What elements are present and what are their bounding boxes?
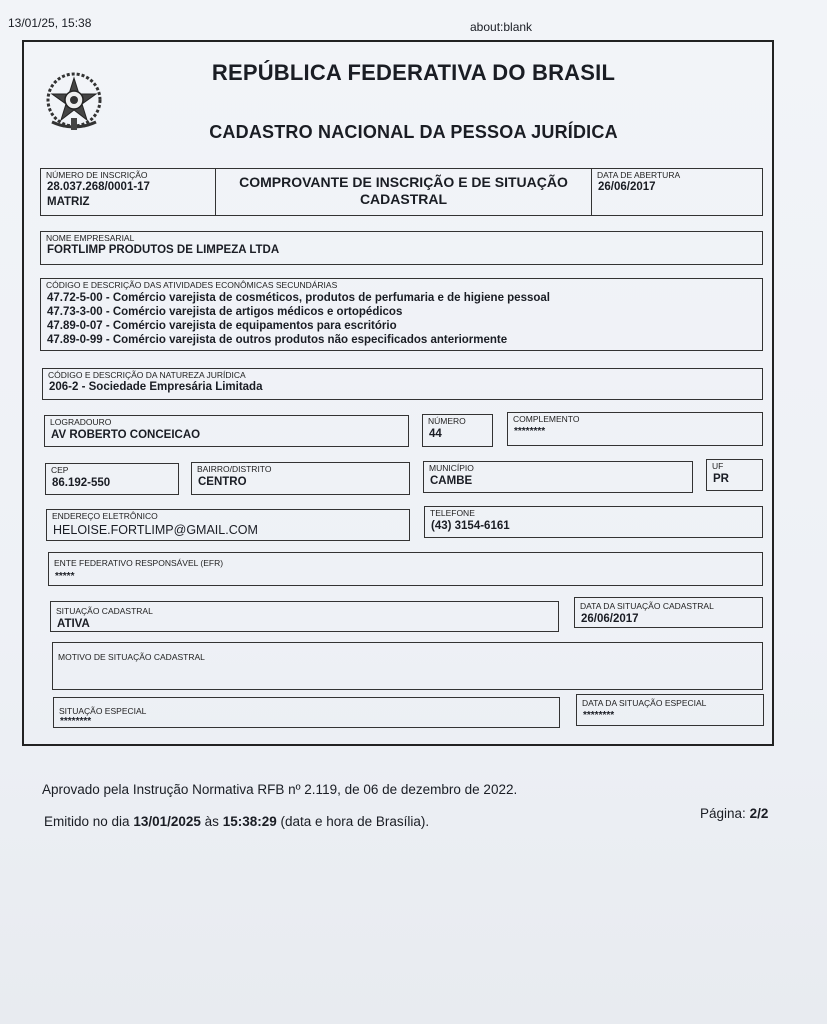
email-label: ENDEREÇO ELETRÔNICO <box>52 511 158 521</box>
complemento-value: ******** <box>514 426 546 437</box>
page-label: Página: <box>700 806 746 821</box>
inscricao-type: MATRIZ <box>47 196 90 208</box>
uf-box <box>706 459 763 491</box>
situacao-especial-box <box>53 697 560 728</box>
atividade-item: 47.72-5-00 - Comércio varejista de cosméticos, produtos de perfumaria e de higiene pessoal <box>47 292 550 304</box>
nome-value: FORTLIMP PRODUTOS DE LIMPEZA LTDA <box>47 244 280 256</box>
efr-box <box>48 552 763 586</box>
natureza-label: CÓDIGO E DESCRIÇÃO DA NATUREZA JURÍDICA <box>48 370 246 380</box>
situacao-especial-label: SITUAÇÃO ESPECIAL <box>59 706 147 716</box>
efr-label: ENTE FEDERATIVO RESPONSÁVEL (EFR) <box>54 558 224 568</box>
inscricao-label: NÚMERO DE INSCRIÇÃO <box>46 170 148 180</box>
situacao-box <box>50 601 559 632</box>
natureza-box <box>42 368 763 400</box>
inscricao-box <box>40 168 216 216</box>
data-situacao-label: DATA DA SITUAÇÃO CADASTRAL <box>580 601 714 611</box>
issued-suffix: (data e hora de Brasília). <box>280 814 430 829</box>
print-timestamp: 13/01/25, 15:38 <box>8 16 92 30</box>
data-situacao-box <box>574 597 763 628</box>
logradouro-label: LOGRADOURO <box>50 417 112 427</box>
atividade-item: 47.89-0-07 - Comércio varejista de equipamentos para escritório <box>47 320 397 332</box>
situacao-label: SITUAÇÃO CADASTRAL <box>56 606 153 616</box>
print-url: about:blank <box>470 20 533 34</box>
logradouro-box <box>44 415 409 447</box>
bairro-box <box>191 462 410 495</box>
email-value: HELOISE.FORTLIMP@GMAIL.COM <box>53 523 258 537</box>
telefone-label: TELEFONE <box>430 508 475 518</box>
numero-box <box>422 414 493 447</box>
atividades-box <box>40 278 763 351</box>
municipio-label: MUNICÍPIO <box>429 463 474 473</box>
abertura-label: DATA DE ABERTURA <box>597 170 681 180</box>
inscricao-number: 28.037.268/0001-17 <box>47 181 150 193</box>
uf-value: PR <box>713 473 729 485</box>
bairro-label: BAIRRO/DISTRITO <box>197 464 272 474</box>
approval-note: Aprovado pela Instrução Normativa RFB nº 2.119, de 06 de dezembro de 2022. <box>42 782 518 797</box>
complemento-label: COMPLEMENTO <box>513 414 580 424</box>
issued-date: 13/01/2025 <box>133 814 201 829</box>
registry-title: CADASTRO NACIONAL DA PESSOA JURÍDICA <box>209 122 618 142</box>
situacao-especial-value: ******** <box>60 716 92 727</box>
nome-label: NOME EMPRESARIAL <box>46 233 135 243</box>
document-title-line1: COMPROVANTE DE INSCRIÇÃO E DE SITUAÇÃO <box>239 174 568 190</box>
municipio-value: CAMBE <box>430 475 473 487</box>
cep-label: CEP <box>51 465 69 475</box>
atividade-item: 47.73-3-00 - Comércio varejista de artigos médicos e ortopédicos <box>47 306 403 318</box>
natureza-value: 206-2 - Sociedade Empresária Limitada <box>49 381 263 393</box>
municipio-box <box>423 461 693 493</box>
data-situacao-especial-value: ******** <box>583 710 615 721</box>
country-title: REPÚBLICA FEDERATIVA DO BRASIL <box>211 60 616 85</box>
page-value: 2/2 <box>749 806 769 821</box>
telefone-value: (43) 3154-6161 <box>431 520 510 532</box>
abertura-box <box>591 168 763 216</box>
cep-value: 86.192-550 <box>52 477 111 489</box>
nome-box <box>40 231 763 265</box>
motivo-label: MOTIVO DE SITUAÇÃO CADASTRAL <box>58 652 205 662</box>
numero-label: NÚMERO <box>428 416 466 426</box>
data-situacao-value: 26/06/2017 <box>581 613 639 625</box>
issued-note <box>44 814 429 829</box>
data-situacao-especial-box <box>576 694 764 726</box>
document-title-line2: CADASTRAL <box>359 191 448 207</box>
issued-prefix: Emitido no dia <box>44 814 130 829</box>
uf-label: UF <box>712 461 724 471</box>
document-title-box <box>215 168 592 216</box>
page-number <box>700 806 768 821</box>
issued-mid: às <box>204 814 219 829</box>
situacao-value: ATIVA <box>57 618 90 630</box>
data-situacao-especial-label: DATA DA SITUAÇÃO ESPECIAL <box>582 698 707 708</box>
cep-box <box>45 463 179 495</box>
issued-time: 15:38:29 <box>222 814 277 829</box>
numero-value: 44 <box>429 428 442 440</box>
motivo-box <box>52 642 763 690</box>
atividade-item: 47.89-0-99 - Comércio varejista de outros produtos não especificados anteriormente <box>47 334 508 346</box>
bairro-value: CENTRO <box>198 476 247 488</box>
email-box <box>46 509 410 541</box>
logradouro-value: AV ROBERTO CONCEICAO <box>51 429 201 441</box>
abertura-value: 26/06/2017 <box>598 181 656 193</box>
atividades-label: CÓDIGO E DESCRIÇÃO DAS ATIVIDADES ECONÔMICAS SECUNDÁRIAS <box>46 280 338 290</box>
efr-value: ***** <box>55 571 75 582</box>
complemento-box <box>507 412 763 446</box>
telefone-box <box>424 506 763 538</box>
